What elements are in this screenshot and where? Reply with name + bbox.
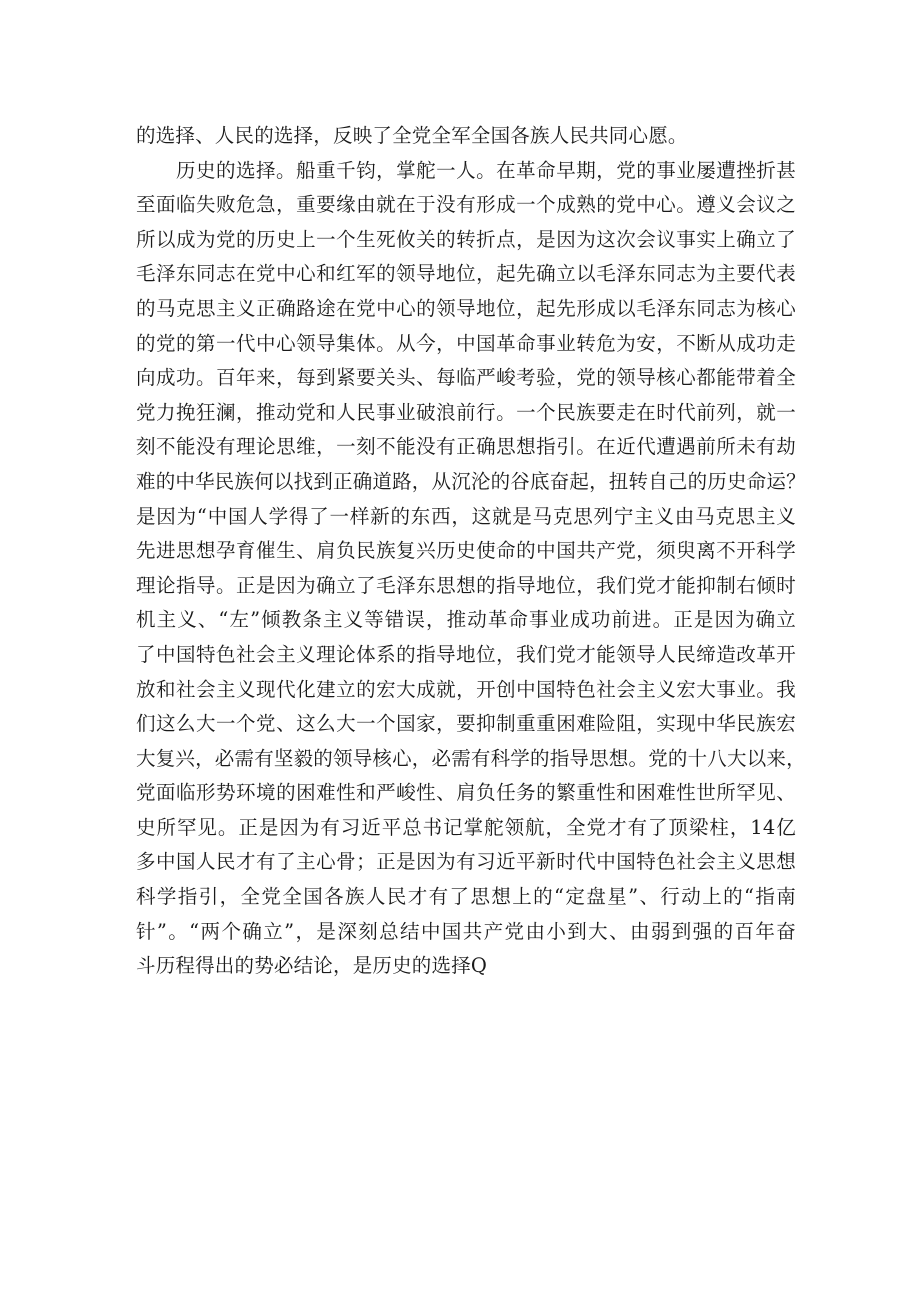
text-line: 多中国人民才有了主心骨；正是因为有习近平新时代中国特色社会主义思想 xyxy=(136,850,796,874)
text-line: 向成功。百年来，每到紧要关头、每临严峻考验，党的领导核心都能带着全 xyxy=(136,366,796,390)
text-line: 的党的第一代中心领导集体。从今，中国革命事业转危为安，不断从成功走 xyxy=(136,331,796,355)
text-line: 是因为“中国人学得了一样新的东西，这就是马克思列宁主义由马克思主义 xyxy=(136,504,796,528)
text-line: 刻不能没有理论思维，一刻不能没有正确思想指引。在近代遭遇前所未有劫 xyxy=(136,435,796,459)
text-line: 至面临失败危急，重要缘由就在于没有形成一个成熟的党中心。遵义会议之 xyxy=(136,193,796,217)
text-line: 放和社会主义现代化建立的宏大成就，开创中国特色社会主义宏大事业。我 xyxy=(136,677,796,701)
text-line: 大复兴，必需有坚毅的领导核心，必需有科学的指导思想。党的十八大以来， xyxy=(136,746,806,770)
text-line: 的马克思主义正确路途在党中心的领导地位，起先形成以毛泽东同志为核心 xyxy=(136,296,796,320)
text-line: 难的中华民族何以找到正确道路，从沉沦的谷底奋起，扭转自己的历史命运？ xyxy=(136,469,806,493)
text-line: 史所罕见。正是因为有习近平总书记掌舵领航，全党才有了顶梁柱，14亿 xyxy=(136,815,796,839)
text-line: 针”。“两个确立”，是深刻总结中国共产党由小到大、由弱到强的百年奋 xyxy=(136,919,796,943)
text-line: 斗历程得出的势必结论，是历史的选择Q xyxy=(136,954,488,978)
text-line: 历史的选择。船重千钧，掌舵一人。在革命早期，党的事业屡遭挫折甚 xyxy=(176,158,796,182)
text-line: 毛泽东同志在党中心和红军的领导地位，起先确立以毛泽东同志为主要代表 xyxy=(136,262,796,286)
text-line: 的选择、人民的选择，反映了全党全军全国各族人民共同心愿。 xyxy=(136,124,688,147)
text-line: 了中国特色社会主义理论体系的指导地位，我们党才能领导人民缔造改革开 xyxy=(136,642,796,666)
text-line: 们这么大一个党、这么大一个国家，要抑制重重困难险阻，实现中华民族宏 xyxy=(136,712,796,736)
text-line: 先进思想孕育催生、肩负民族复兴历史使命的中国共产党，须臾离不开科学 xyxy=(136,539,796,563)
text-line: 党力挽狂澜，推动党和人民事业破浪前行。一个民族要走在时代前列，就一 xyxy=(136,400,796,424)
text-line: 科学指引，全党全国各族人民才有了思想上的“定盘星”、行动上的“指南 xyxy=(136,885,796,909)
text-line: 理论指导。正是因为确立了毛泽东思想的指导地位，我们党才能抑制右倾时 xyxy=(136,573,796,597)
text-line: 机主义、“左”倾教条主义等错误，推动革命事业成功前进。正是因为确立 xyxy=(136,608,796,632)
text-line: 党面临形势环境的困难性和严峻性、肩负任务的繁重性和困难性世所罕见、 xyxy=(136,781,796,805)
document-body xyxy=(136,119,806,984)
text-line: 所以成为党的历史上一个生死攸关的转折点，是因为这次会议事实上确立了 xyxy=(136,227,796,251)
